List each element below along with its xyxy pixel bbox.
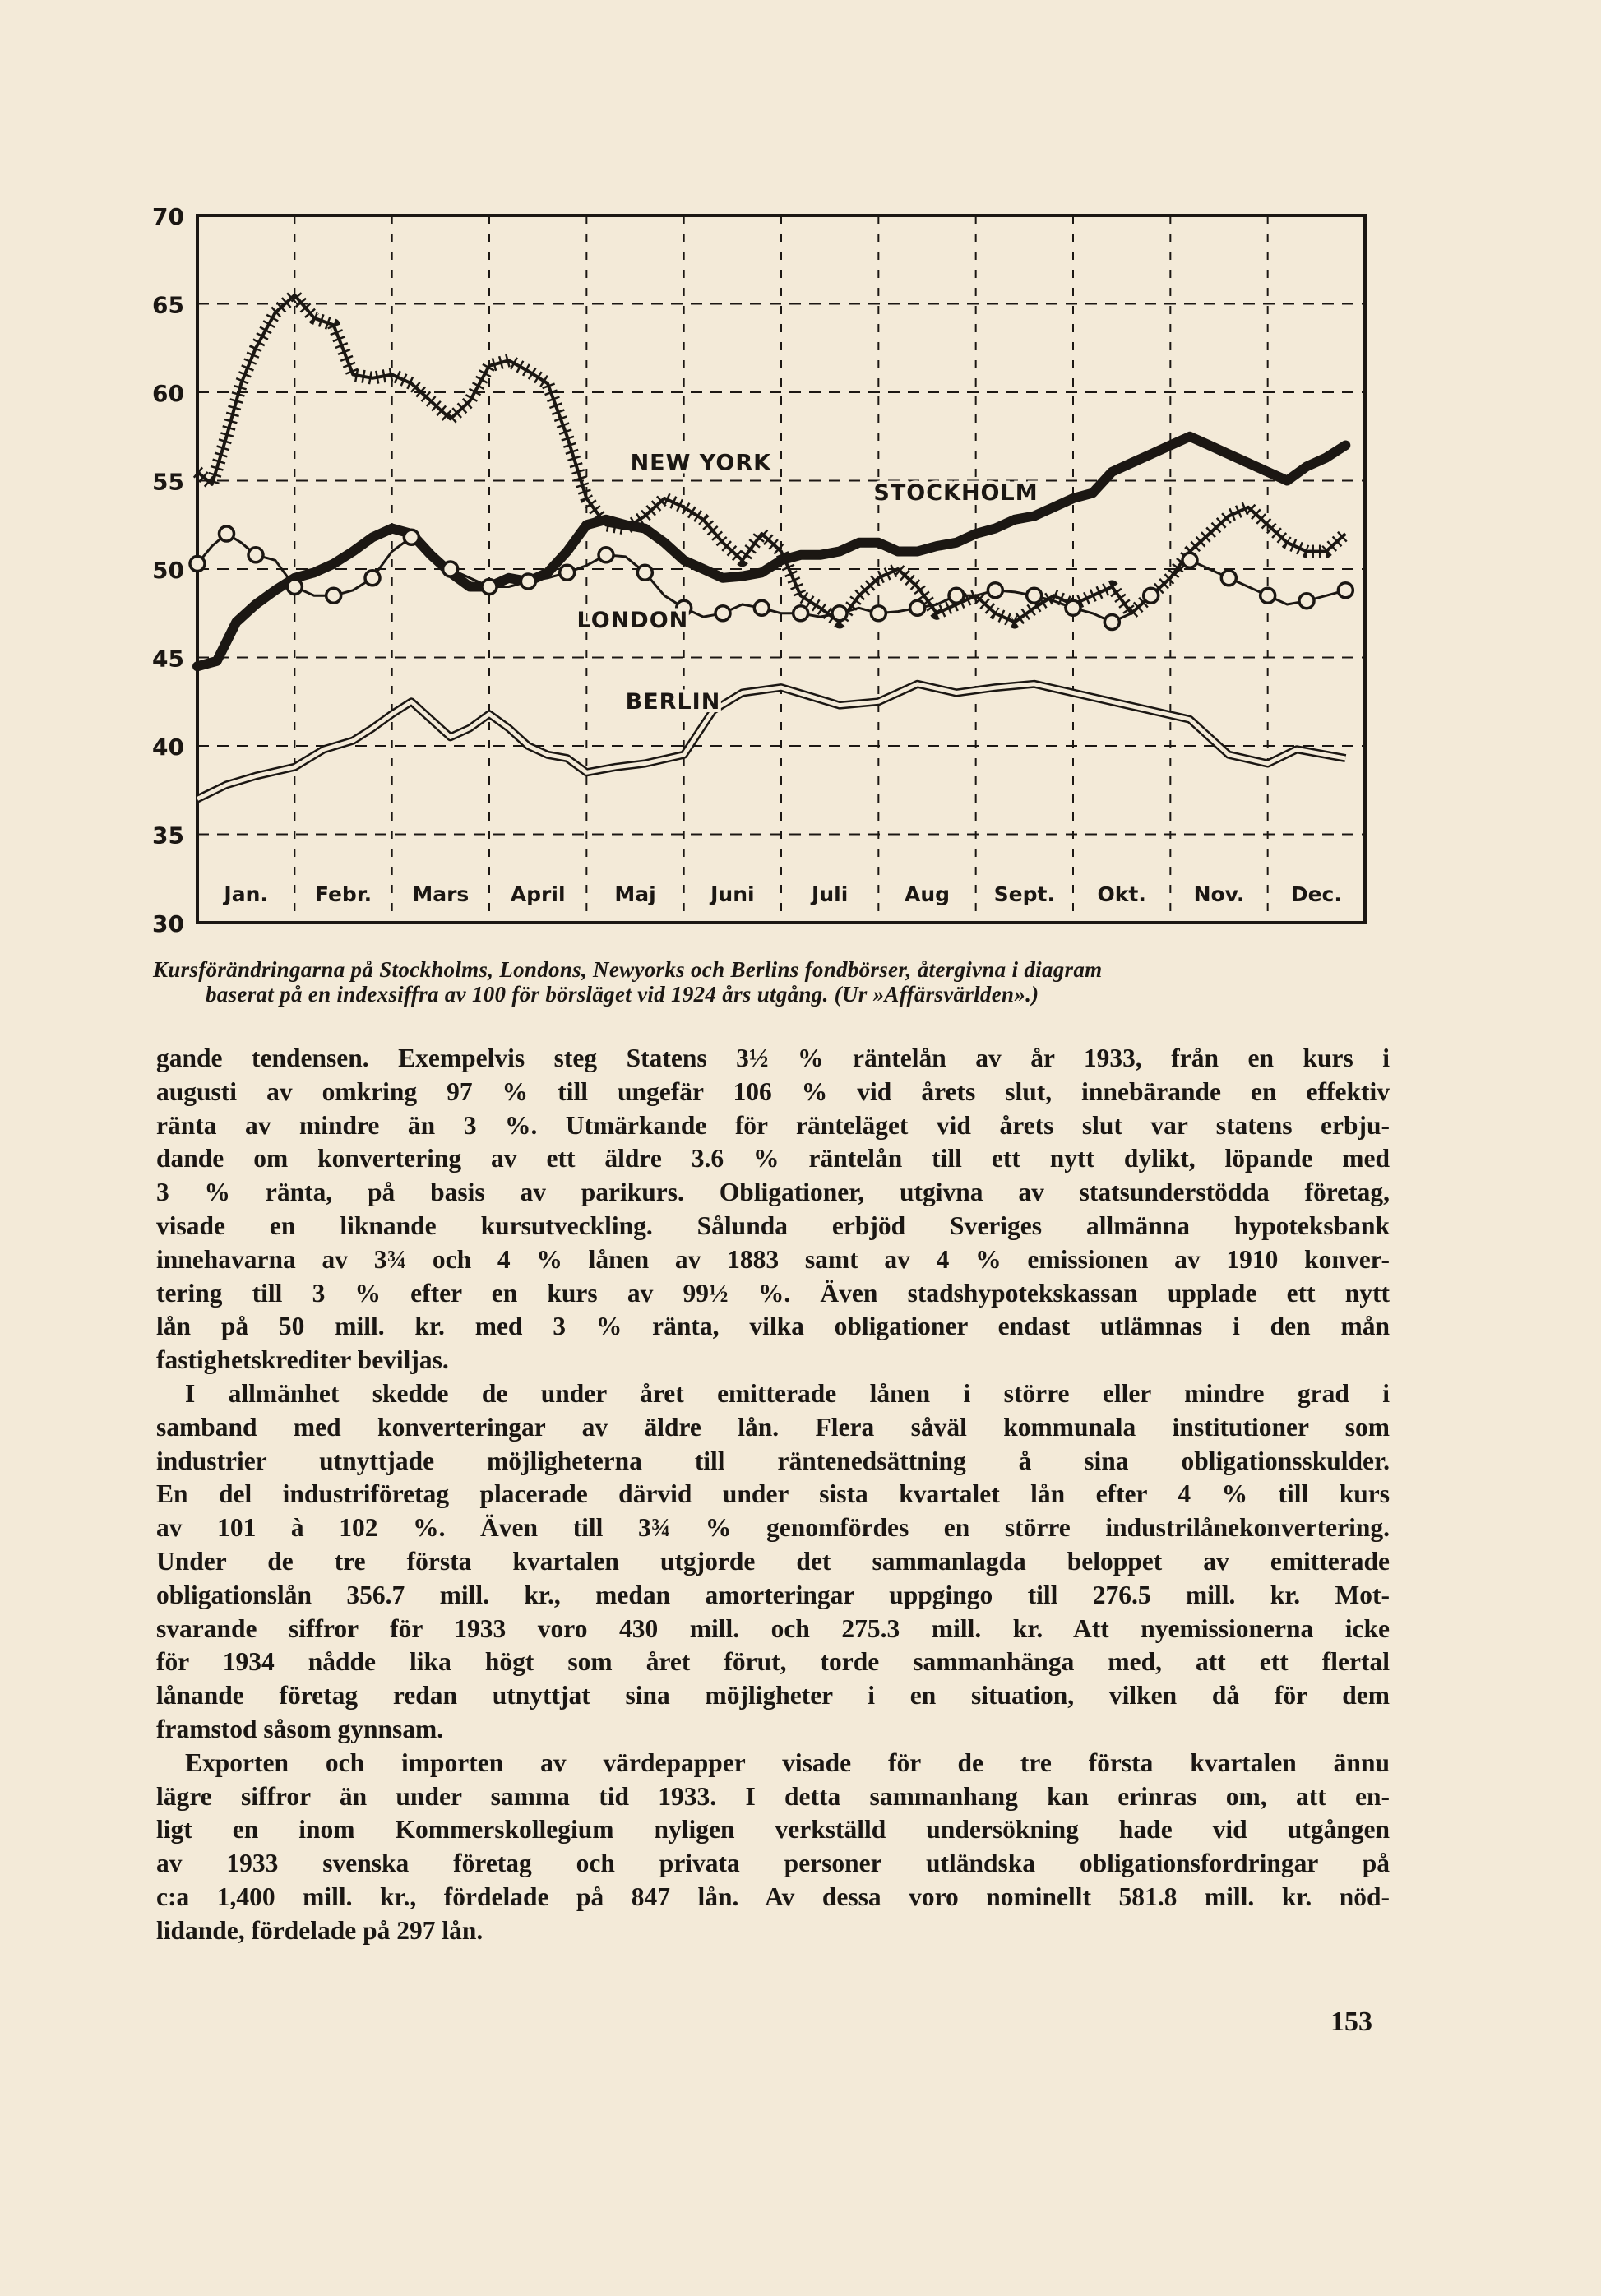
x-tick-label: Dec. — [1290, 882, 1342, 907]
text-line: dande om konvertering av ett äldre 3.6 % räntelån till ett nytt dylikt, löpande med — [156, 1144, 1390, 1173]
series-marker — [482, 580, 497, 595]
text-line: innehavarna av 3¾ och 4 % lånen av 1883 samt av 4 % emissionen av 1910 konver- — [156, 1244, 1390, 1274]
x-tick-label: Nov. — [1193, 882, 1245, 907]
series-marker — [287, 580, 302, 595]
series-marker — [988, 583, 1002, 598]
figure-caption — [153, 957, 1395, 1007]
series-marker — [326, 588, 341, 603]
series-marker — [1221, 571, 1236, 586]
series-marker — [521, 574, 535, 589]
x-tick-label: Maj — [614, 882, 656, 907]
text-line: för 1934 nådde lika högt som året förut, torde sammanhänga med, att ett flertal — [156, 1647, 1390, 1677]
body-text — [156, 1042, 1390, 1948]
x-tick-label: Aug — [904, 882, 951, 907]
series-marker — [443, 562, 458, 576]
x-axis-month-labels — [222, 882, 1341, 906]
y-tick-label: 55 — [152, 468, 184, 496]
text-line: industrier utnyttjade möjligheterna till räntenedsättning å sina obligationsskulder. — [156, 1446, 1390, 1475]
y-tick-label: 50 — [152, 557, 184, 584]
text-line: samband med konverteringar av äldre lån. Flera såväl kommunala institutioner som — [156, 1412, 1390, 1442]
text-line: lidande, fördelade på 297 lån. — [156, 1915, 484, 1945]
text-line: lägre siffror än under samma tid 1933. I detta sammanhang kan erinras om, att en- — [156, 1781, 1390, 1811]
y-tick-label: 70 — [152, 203, 184, 230]
series-marker — [715, 606, 730, 621]
x-tick-label: Juni — [710, 882, 755, 907]
y-tick-label: 60 — [152, 380, 184, 407]
series-line — [197, 684, 1345, 799]
y-tick-label: 30 — [152, 910, 184, 937]
series-marker — [1338, 583, 1353, 598]
chart-series — [190, 295, 1353, 799]
series-marker — [1182, 553, 1197, 567]
text-line: lån på 50 mill. kr. med 3 % ränta, vilka obligationer endast utlämnas i den mån — [156, 1312, 1390, 1341]
text-line: En del industriföretag placerade därvid under sista kvartalet lån efter 4 % till kurs — [156, 1479, 1390, 1509]
text-line: framstod såsom gynnsam. — [156, 1714, 444, 1743]
x-tick-label: Juli — [812, 882, 849, 907]
series-marker — [1104, 615, 1119, 630]
text-line: ränta av mindre än 3 %. Utmärkande för ränteläget vid årets slut var statens erbju- — [156, 1110, 1390, 1140]
series-line-inner — [197, 684, 1345, 799]
text-line: av 1933 svenska företag och privata personer utländska obligationsfordringar på — [156, 1849, 1390, 1878]
text-line: fastighetskrediter beviljas. — [156, 1345, 449, 1375]
text-line: ligt en inom Kommerskollegium nyligen verkställd undersökning hade vid utgången — [156, 1815, 1390, 1845]
series-label: LONDON — [576, 607, 689, 633]
x-tick-label: Sept. — [993, 882, 1055, 907]
y-tick-label: 65 — [152, 291, 184, 319]
series-marker — [1261, 588, 1275, 603]
series-marker — [832, 606, 847, 621]
series-marker — [1066, 600, 1080, 615]
series-marker — [949, 588, 964, 603]
series-marker — [794, 606, 808, 621]
chart-figure — [0, 0, 1601, 987]
x-tick-label: Okt. — [1097, 882, 1146, 907]
series-marker — [248, 548, 263, 562]
series-label: BERLIN — [625, 688, 721, 715]
series-marker — [754, 600, 769, 615]
x-tick-label: April — [510, 882, 566, 907]
text-line: av 101 à 102 %. Även till 3¾ % genomfördes en större industrilånekonvertering. — [156, 1513, 1390, 1543]
series-berlin — [197, 684, 1345, 799]
text-line: 3 % ränta, på basis av parikurs. Obligationer, utgivna av statsunderstödda företag, — [156, 1178, 1390, 1207]
series-stockholm — [197, 437, 1345, 667]
series-marker — [560, 565, 575, 580]
caption-line: Kursförändringarna på Stockholms, Londons, Newyorks och Berlins fondbörser, återgivna i diagram — [153, 957, 1103, 982]
x-tick-label: Mars — [412, 882, 470, 907]
series-line — [197, 437, 1345, 667]
series-marker — [1299, 594, 1314, 609]
y-tick-label: 45 — [152, 645, 184, 673]
series-marker — [220, 526, 234, 541]
page-number: 153 — [1330, 2007, 1372, 2037]
text-line: c:a 1,400 mill. kr., fördelade på 847 lån. Av dessa voro nominellt 581.8 mill. kr. nöd- — [156, 1882, 1390, 1911]
text-line: obligationslån 356.7 mill. kr., medan amorteringar uppgingo till 276.5 mill. kr. Mot- — [156, 1580, 1390, 1609]
text-line: gande tendensen. Exempelvis steg Statens 3½ % räntelån av år 1933, från en kurs i — [156, 1044, 1390, 1072]
text-line: svarande siffror för 1933 voro 430 mill. och 275.3 mill. kr. Att nyemissionerna icke — [156, 1613, 1390, 1643]
y-axis-ticks — [152, 203, 184, 937]
series-marker — [910, 600, 925, 615]
y-tick-label: 40 — [152, 734, 184, 761]
series-marker — [1144, 588, 1159, 603]
text-line: augusti av omkring 97 % till ungefär 106 % vid årets slut, innebärande en effektiv — [156, 1076, 1390, 1106]
text-line: I allmänhet skedde de under året emitterade lånen i större eller mindre grad i — [185, 1378, 1390, 1408]
series-marker — [404, 530, 419, 544]
series-marker — [190, 557, 205, 572]
text-line: Under de tre första kvartalen utgjorde det sammanlagda beloppet av emitterade — [156, 1546, 1390, 1576]
text-line: tering till 3 % efter en kurs av 99½ %. Även stadshypotekskassan upplade ett nytt — [156, 1278, 1390, 1308]
text-line: lånande företag redan utnyttjat sina möjligheter i en situation, vilken då för dem — [156, 1681, 1390, 1710]
series-marker — [637, 565, 652, 580]
series-marker — [599, 548, 613, 562]
series-label: STOCKHOLM — [873, 480, 1039, 507]
x-tick-label: Jan. — [224, 882, 268, 907]
series-marker — [871, 606, 886, 621]
caption-line: baserat på en indexsiffra av 100 för börsläget vid 1924 års utgång. (Ur »Affärsvärlden».) — [206, 982, 1039, 1007]
text-line: Exporten och importen av värdepapper visade för de tre första kvartalen ännu — [185, 1747, 1390, 1777]
x-tick-label: Febr. — [314, 882, 372, 907]
series-marker — [1027, 588, 1042, 603]
series-label: NEW YORK — [630, 450, 772, 476]
text-line: visade en liknande kursutveckling. Sålunda erbjöd Sveriges allmänna hypoteksbank — [156, 1210, 1390, 1240]
series-marker — [365, 571, 380, 586]
y-tick-label: 35 — [152, 822, 184, 849]
series-labels — [577, 451, 1039, 715]
